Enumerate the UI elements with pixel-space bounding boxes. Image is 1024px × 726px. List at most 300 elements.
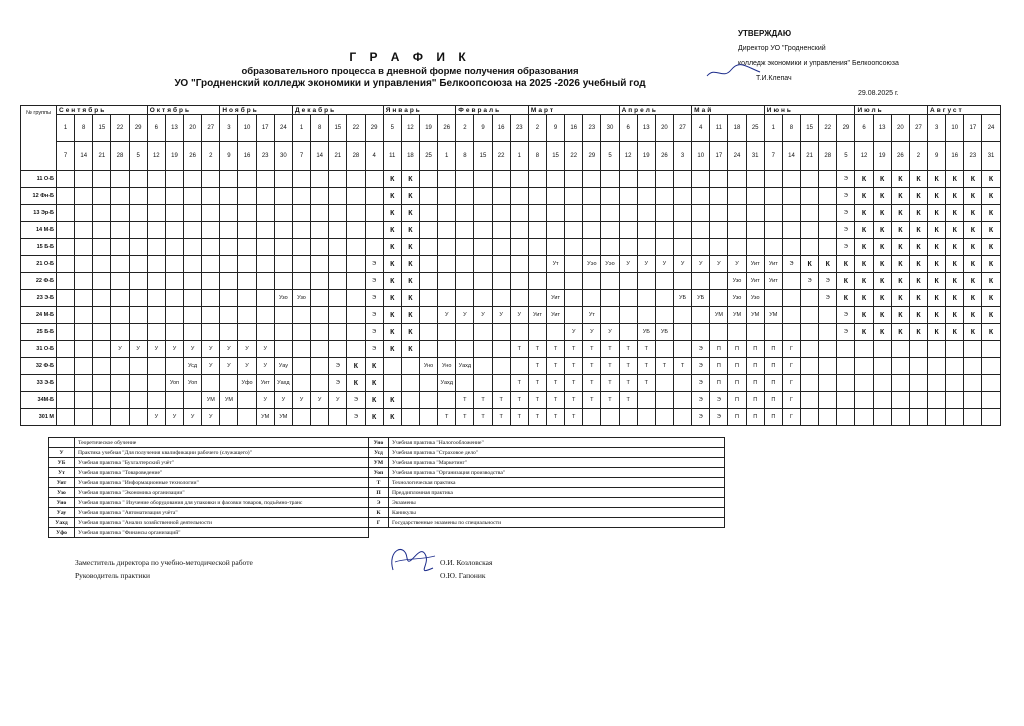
signature-mark	[705, 62, 765, 82]
schedule-cell-empty	[383, 375, 401, 392]
schedule-cell: П	[728, 409, 746, 426]
schedule-cell-empty	[220, 324, 238, 341]
schedule-cell-empty	[619, 324, 637, 341]
schedule-cell: К	[855, 256, 873, 273]
schedule-cell-empty	[655, 273, 673, 290]
schedule-cell-empty	[311, 256, 329, 273]
schedule-cell: Т	[528, 375, 546, 392]
schedule-cell: К	[964, 188, 982, 205]
schedule-cell-empty	[928, 341, 946, 358]
schedule-cell-empty	[655, 239, 673, 256]
schedule-cell-empty	[710, 171, 728, 188]
schedule-cell-empty	[601, 222, 619, 239]
week-end-date: 29	[583, 142, 601, 171]
schedule-cell: К	[837, 273, 855, 290]
schedule-cell: К	[401, 188, 419, 205]
schedule-cell: Э	[365, 307, 383, 324]
schedule-cell-empty	[311, 324, 329, 341]
legend-description: Государственные экзамены по специальности	[389, 518, 725, 528]
schedule-cell: Э	[837, 188, 855, 205]
schedule-cell-empty	[510, 324, 528, 341]
legend-code: У	[49, 448, 75, 458]
schedule-cell: Узо	[292, 290, 310, 307]
schedule-cell-empty	[438, 290, 456, 307]
schedule-cell-empty	[510, 239, 528, 256]
week-end-date: 21	[93, 142, 111, 171]
schedule-cell: Э	[710, 409, 728, 426]
schedule-cell: Э	[692, 409, 710, 426]
schedule-cell-empty	[891, 392, 909, 409]
schedule-cell-empty	[583, 188, 601, 205]
schedule-cell: К	[891, 171, 909, 188]
legend-description: Преддипломная практика	[389, 488, 725, 498]
schedule-cell-empty	[274, 239, 292, 256]
week-start-date: 5	[383, 115, 401, 142]
schedule-cell-empty	[184, 188, 202, 205]
group-name: 301 М	[21, 409, 57, 426]
schedule-cell-empty	[184, 222, 202, 239]
schedule-cell-empty	[637, 205, 655, 222]
schedule-cell: К	[909, 307, 927, 324]
schedule-cell: УМ	[274, 409, 292, 426]
week-end-date: 16	[946, 142, 964, 171]
schedule-cell-empty	[347, 307, 365, 324]
schedule-cell: К	[855, 171, 873, 188]
week-start-date: 15	[329, 115, 347, 142]
schedule-cell-empty	[474, 324, 492, 341]
week-start-date: 20	[184, 115, 202, 142]
schedule-cell-empty	[57, 273, 75, 290]
schedule-cell-empty	[583, 205, 601, 222]
schedule-cell-empty	[528, 205, 546, 222]
schedule-cell: К	[365, 358, 383, 375]
schedule-cell-empty	[147, 273, 165, 290]
schedule-cell-empty	[93, 239, 111, 256]
legend-code: Э	[369, 498, 389, 508]
schedule-cell-empty	[565, 256, 583, 273]
schedule-cell-empty	[365, 222, 383, 239]
schedule-cell: П	[710, 358, 728, 375]
schedule-cell: П	[728, 392, 746, 409]
schedule-cell: К	[365, 409, 383, 426]
schedule-cell: У	[202, 409, 220, 426]
schedule-cell-empty	[329, 256, 347, 273]
table-row	[21, 273, 1001, 290]
schedule-cell-empty	[456, 324, 474, 341]
schedule-cell-empty	[311, 358, 329, 375]
schedule-cell-empty	[238, 171, 256, 188]
schedule-cell-empty	[220, 239, 238, 256]
schedule-cell-empty	[111, 307, 129, 324]
schedule-cell-empty	[565, 239, 583, 256]
schedule-cell-empty	[909, 409, 927, 426]
week-end-date: 21	[329, 142, 347, 171]
schedule-cell: Т	[565, 358, 583, 375]
schedule-cell: К	[964, 239, 982, 256]
week-start-date: 15	[801, 115, 819, 142]
schedule-cell-empty	[111, 392, 129, 409]
schedule-cell-empty	[456, 290, 474, 307]
schedule-cell: Ут	[547, 256, 565, 273]
schedule-cell: К	[837, 256, 855, 273]
schedule-cell: Узо	[274, 290, 292, 307]
schedule-cell: К	[383, 171, 401, 188]
schedule-cell-empty	[329, 324, 347, 341]
schedule-cell-empty	[492, 273, 510, 290]
schedule-cell: К	[946, 239, 964, 256]
week-start-date: 18	[728, 115, 746, 142]
schedule-cell-empty	[347, 205, 365, 222]
schedule-cell-empty	[764, 324, 782, 341]
schedule-cell: У	[510, 307, 528, 324]
legend-row	[49, 518, 725, 528]
schedule-cell-empty	[111, 409, 129, 426]
schedule-cell: К	[383, 392, 401, 409]
schedule-cell: П	[710, 375, 728, 392]
schedule-cell: Т	[528, 341, 546, 358]
schedule-cell-empty	[492, 375, 510, 392]
month-header: Июль	[855, 106, 928, 115]
schedule-cell-empty	[292, 375, 310, 392]
schedule-cell-empty	[129, 222, 147, 239]
schedule-cell: Т	[565, 375, 583, 392]
week-start-date: 17	[256, 115, 274, 142]
schedule-cell-empty	[637, 171, 655, 188]
schedule-cell: К	[383, 205, 401, 222]
schedule-cell: У	[728, 256, 746, 273]
schedule-cell-empty	[673, 307, 691, 324]
schedule-cell: К	[928, 307, 946, 324]
schedule-cell-empty	[365, 239, 383, 256]
schedule-cell: К	[891, 290, 909, 307]
month-header: Май	[692, 106, 765, 115]
legend-description: Практика учебная "Для получения квалификации рабочего (служащего)"	[75, 448, 369, 458]
week-end-date: 7	[57, 142, 75, 171]
schedule-cell-empty	[909, 375, 927, 392]
schedule-cell-empty	[547, 239, 565, 256]
schedule-cell: К	[928, 205, 946, 222]
schedule-cell: К	[928, 273, 946, 290]
schedule-cell-empty	[673, 205, 691, 222]
legend-description: Учебная практика "Финансы организаций"	[75, 528, 369, 538]
table-row	[21, 256, 1001, 273]
schedule-cell-empty	[419, 239, 437, 256]
schedule-cell: К	[365, 392, 383, 409]
schedule-cell: У	[565, 324, 583, 341]
schedule-cell: Т	[456, 409, 474, 426]
schedule-cell: Э	[837, 205, 855, 222]
group-name: 15 Б-Б	[21, 239, 57, 256]
schedule-cell-empty	[692, 188, 710, 205]
schedule-cell-empty	[782, 307, 800, 324]
schedule-cell-empty	[184, 205, 202, 222]
schedule-cell: К	[383, 409, 401, 426]
schedule-cell: К	[891, 324, 909, 341]
legend-description: Учебная практика "Маркетинг"	[389, 458, 725, 468]
schedule-cell: Т	[565, 392, 583, 409]
schedule-cell-empty	[292, 358, 310, 375]
schedule-cell-empty	[347, 256, 365, 273]
schedule-cell-empty	[311, 290, 329, 307]
schedule-cell-empty	[601, 171, 619, 188]
schedule-cell-empty	[583, 290, 601, 307]
schedule-cell-empty	[782, 188, 800, 205]
schedule-cell-empty	[728, 205, 746, 222]
schedule-cell-empty	[274, 273, 292, 290]
schedule-cell-empty	[111, 324, 129, 341]
approval-date: 29.08.2025 г.	[858, 90, 899, 97]
schedule-cell: К	[401, 256, 419, 273]
week-start-date: 17	[964, 115, 982, 142]
schedule-cell-empty	[819, 171, 837, 188]
schedule-cell-empty	[347, 290, 365, 307]
week-end-date: 16	[238, 142, 256, 171]
approval-line2: колледж экономики и управления" Белкоопсоюза	[738, 60, 899, 67]
schedule-cell-empty	[782, 273, 800, 290]
schedule-cell-empty	[619, 239, 637, 256]
schedule-cell: К	[855, 239, 873, 256]
week-start-date: 27	[673, 115, 691, 142]
week-start-date: 29	[129, 115, 147, 142]
schedule-cell-empty	[855, 392, 873, 409]
schedule-cell: К	[855, 205, 873, 222]
week-start-date: 27	[909, 115, 927, 142]
schedule-cell-empty	[202, 290, 220, 307]
schedule-cell-empty	[819, 222, 837, 239]
schedule-cell-empty	[891, 341, 909, 358]
schedule-cell: К	[383, 273, 401, 290]
schedule-cell-empty	[75, 205, 93, 222]
week-start-date: 6	[855, 115, 873, 142]
schedule-cell-empty	[873, 341, 891, 358]
schedule-cell-empty	[782, 239, 800, 256]
schedule-cell-empty	[419, 375, 437, 392]
schedule-cell-empty	[202, 205, 220, 222]
schedule-cell: К	[873, 290, 891, 307]
schedule-cell: Уахд	[438, 375, 456, 392]
legend-code: Уно	[369, 438, 389, 448]
schedule-cell: Т	[474, 392, 492, 409]
schedule-cell-empty	[746, 222, 764, 239]
schedule-cell-empty	[637, 273, 655, 290]
schedule-cell-empty	[238, 205, 256, 222]
legend-code: Уио	[49, 498, 75, 508]
schedule-cell-empty	[57, 341, 75, 358]
schedule-cell-empty	[565, 273, 583, 290]
schedule-cell-empty	[220, 171, 238, 188]
schedule-cell: Э	[692, 375, 710, 392]
schedule-cell-empty	[655, 375, 673, 392]
schedule-cell-empty	[964, 392, 982, 409]
schedule-cell-empty	[274, 222, 292, 239]
schedule-cell-empty	[165, 324, 183, 341]
schedule-cell: П	[746, 392, 764, 409]
schedule-cell: К	[909, 256, 927, 273]
schedule-cell-empty	[419, 256, 437, 273]
schedule-cell-empty	[565, 188, 583, 205]
schedule-cell-empty	[329, 222, 347, 239]
schedule-cell-empty	[583, 171, 601, 188]
schedule-cell-empty	[57, 188, 75, 205]
schedule-cell: К	[964, 307, 982, 324]
schedule-cell: К	[837, 290, 855, 307]
schedule-cell-empty	[583, 239, 601, 256]
schedule-cell-empty	[129, 239, 147, 256]
schedule-cell: К	[855, 222, 873, 239]
schedule-cell-empty	[456, 375, 474, 392]
schedule-cell-empty	[492, 324, 510, 341]
schedule-cell: Уит	[764, 273, 782, 290]
schedule-cell-empty	[837, 392, 855, 409]
schedule-cell: У	[292, 392, 310, 409]
schedule-cell-empty	[474, 188, 492, 205]
week-end-date: 2	[202, 142, 220, 171]
schedule-cell: Э	[819, 290, 837, 307]
legend-description: Учебная практика "Экономика организации"	[75, 488, 369, 498]
schedule-cell-empty	[782, 205, 800, 222]
schedule-cell-empty	[673, 324, 691, 341]
schedule-cell: Узо	[728, 290, 746, 307]
schedule-cell: Т	[655, 358, 673, 375]
group-name: 34М-Б	[21, 392, 57, 409]
schedule-cell-empty	[637, 290, 655, 307]
schedule-cell-empty	[764, 188, 782, 205]
schedule-cell-empty	[111, 239, 129, 256]
schedule-cell-empty	[165, 171, 183, 188]
legend-row	[49, 528, 725, 538]
schedule-cell-empty	[329, 290, 347, 307]
schedule-cell: Э	[347, 392, 365, 409]
schedule-cell-empty	[129, 307, 147, 324]
schedule-cell-empty	[510, 222, 528, 239]
schedule-cell: Э	[837, 307, 855, 324]
legend-description: Учебная практика " Изучение оборудования для упаковки и фасовки товаров, подъёмно-транс	[75, 498, 369, 508]
schedule-cell: Т	[547, 392, 565, 409]
schedule-cell: К	[946, 171, 964, 188]
table-row	[21, 341, 1001, 358]
schedule-cell: У	[147, 409, 165, 426]
week-start-date: 8	[782, 115, 800, 142]
schedule-cell-empty	[256, 290, 274, 307]
week-end-date: 8	[528, 142, 546, 171]
schedule-cell-empty	[75, 358, 93, 375]
schedule-cell: К	[873, 239, 891, 256]
schedule-cell: К	[383, 188, 401, 205]
table-row	[21, 409, 1001, 426]
schedule-cell-empty	[347, 273, 365, 290]
schedule-cell-empty	[184, 290, 202, 307]
schedule-cell: Уно	[438, 358, 456, 375]
schedule-cell: К	[855, 188, 873, 205]
week-start-date: 25	[746, 115, 764, 142]
schedule-cell-empty	[601, 205, 619, 222]
schedule-cell-empty	[456, 341, 474, 358]
schedule-cell-empty	[57, 205, 75, 222]
schedule-cell: К	[964, 171, 982, 188]
schedule-cell-empty	[75, 188, 93, 205]
schedule-cell-empty	[801, 375, 819, 392]
week-start-date: 6	[147, 115, 165, 142]
schedule-cell: К	[401, 307, 419, 324]
schedule-cell-empty	[93, 324, 111, 341]
schedule-cell-empty	[764, 222, 782, 239]
schedule-cell-empty	[129, 188, 147, 205]
schedule-cell-empty	[438, 324, 456, 341]
schedule-cell: К	[873, 171, 891, 188]
schedule-cell-empty	[329, 307, 347, 324]
schedule-cell-empty	[819, 324, 837, 341]
schedule-cell-empty	[274, 188, 292, 205]
schedule-cell: П	[728, 341, 746, 358]
schedule-cell: К	[946, 256, 964, 273]
schedule-cell-empty	[728, 239, 746, 256]
week-end-date: 30	[274, 142, 292, 171]
schedule-cell-empty	[673, 409, 691, 426]
schedule-cell: Узо	[728, 273, 746, 290]
schedule-cell-empty	[619, 222, 637, 239]
legend-code: П	[369, 488, 389, 498]
schedule-cell-empty	[619, 307, 637, 324]
schedule-cell-empty	[982, 392, 1000, 409]
schedule-cell: К	[928, 222, 946, 239]
schedule-cell-empty	[111, 256, 129, 273]
schedule-cell-empty	[819, 392, 837, 409]
schedule-cell-empty	[637, 239, 655, 256]
week-end-date: 9	[220, 142, 238, 171]
schedule-cell-empty	[238, 239, 256, 256]
schedule-cell: У	[111, 341, 129, 358]
schedule-cell: Т	[601, 341, 619, 358]
schedule-cell: К	[401, 341, 419, 358]
schedule-cell-empty	[547, 188, 565, 205]
group-name: 21 О-Б	[21, 256, 57, 273]
schedule-cell: Э	[819, 273, 837, 290]
schedule-cell-empty	[746, 188, 764, 205]
schedule-cell-empty	[202, 307, 220, 324]
schedule-cell-empty	[619, 273, 637, 290]
schedule-cell: УМ	[746, 307, 764, 324]
schedule-cell: Т	[547, 358, 565, 375]
week-end-date: 5	[129, 142, 147, 171]
week-end-date: 10	[692, 142, 710, 171]
schedule-cell: У	[474, 307, 492, 324]
schedule-cell-empty	[347, 239, 365, 256]
schedule-cell-empty	[147, 188, 165, 205]
schedule-cell-empty	[510, 290, 528, 307]
schedule-cell-empty	[165, 290, 183, 307]
legend-description: Учебная практика "Бухгалтерский учёт"	[75, 458, 369, 468]
schedule-cell: К	[873, 188, 891, 205]
schedule-cell: К	[909, 188, 927, 205]
schedule-cell: У	[165, 341, 183, 358]
schedule-cell-empty	[238, 290, 256, 307]
month-header: Июнь	[764, 106, 855, 115]
week-start-date: 15	[93, 115, 111, 142]
week-start-date: 22	[347, 115, 365, 142]
schedule-cell: Т	[601, 358, 619, 375]
schedule-cell-empty	[292, 188, 310, 205]
schedule-cell: К	[891, 273, 909, 290]
schedule-cell: Уит	[746, 273, 764, 290]
schedule-cell: К	[855, 307, 873, 324]
schedule-cell-empty	[728, 171, 746, 188]
schedule-cell-empty	[75, 341, 93, 358]
schedule-cell: У	[129, 341, 147, 358]
schedule-cell-empty	[111, 222, 129, 239]
week-end-date: 26	[891, 142, 909, 171]
schedule-cell: У	[329, 392, 347, 409]
schedule-cell-empty	[673, 171, 691, 188]
